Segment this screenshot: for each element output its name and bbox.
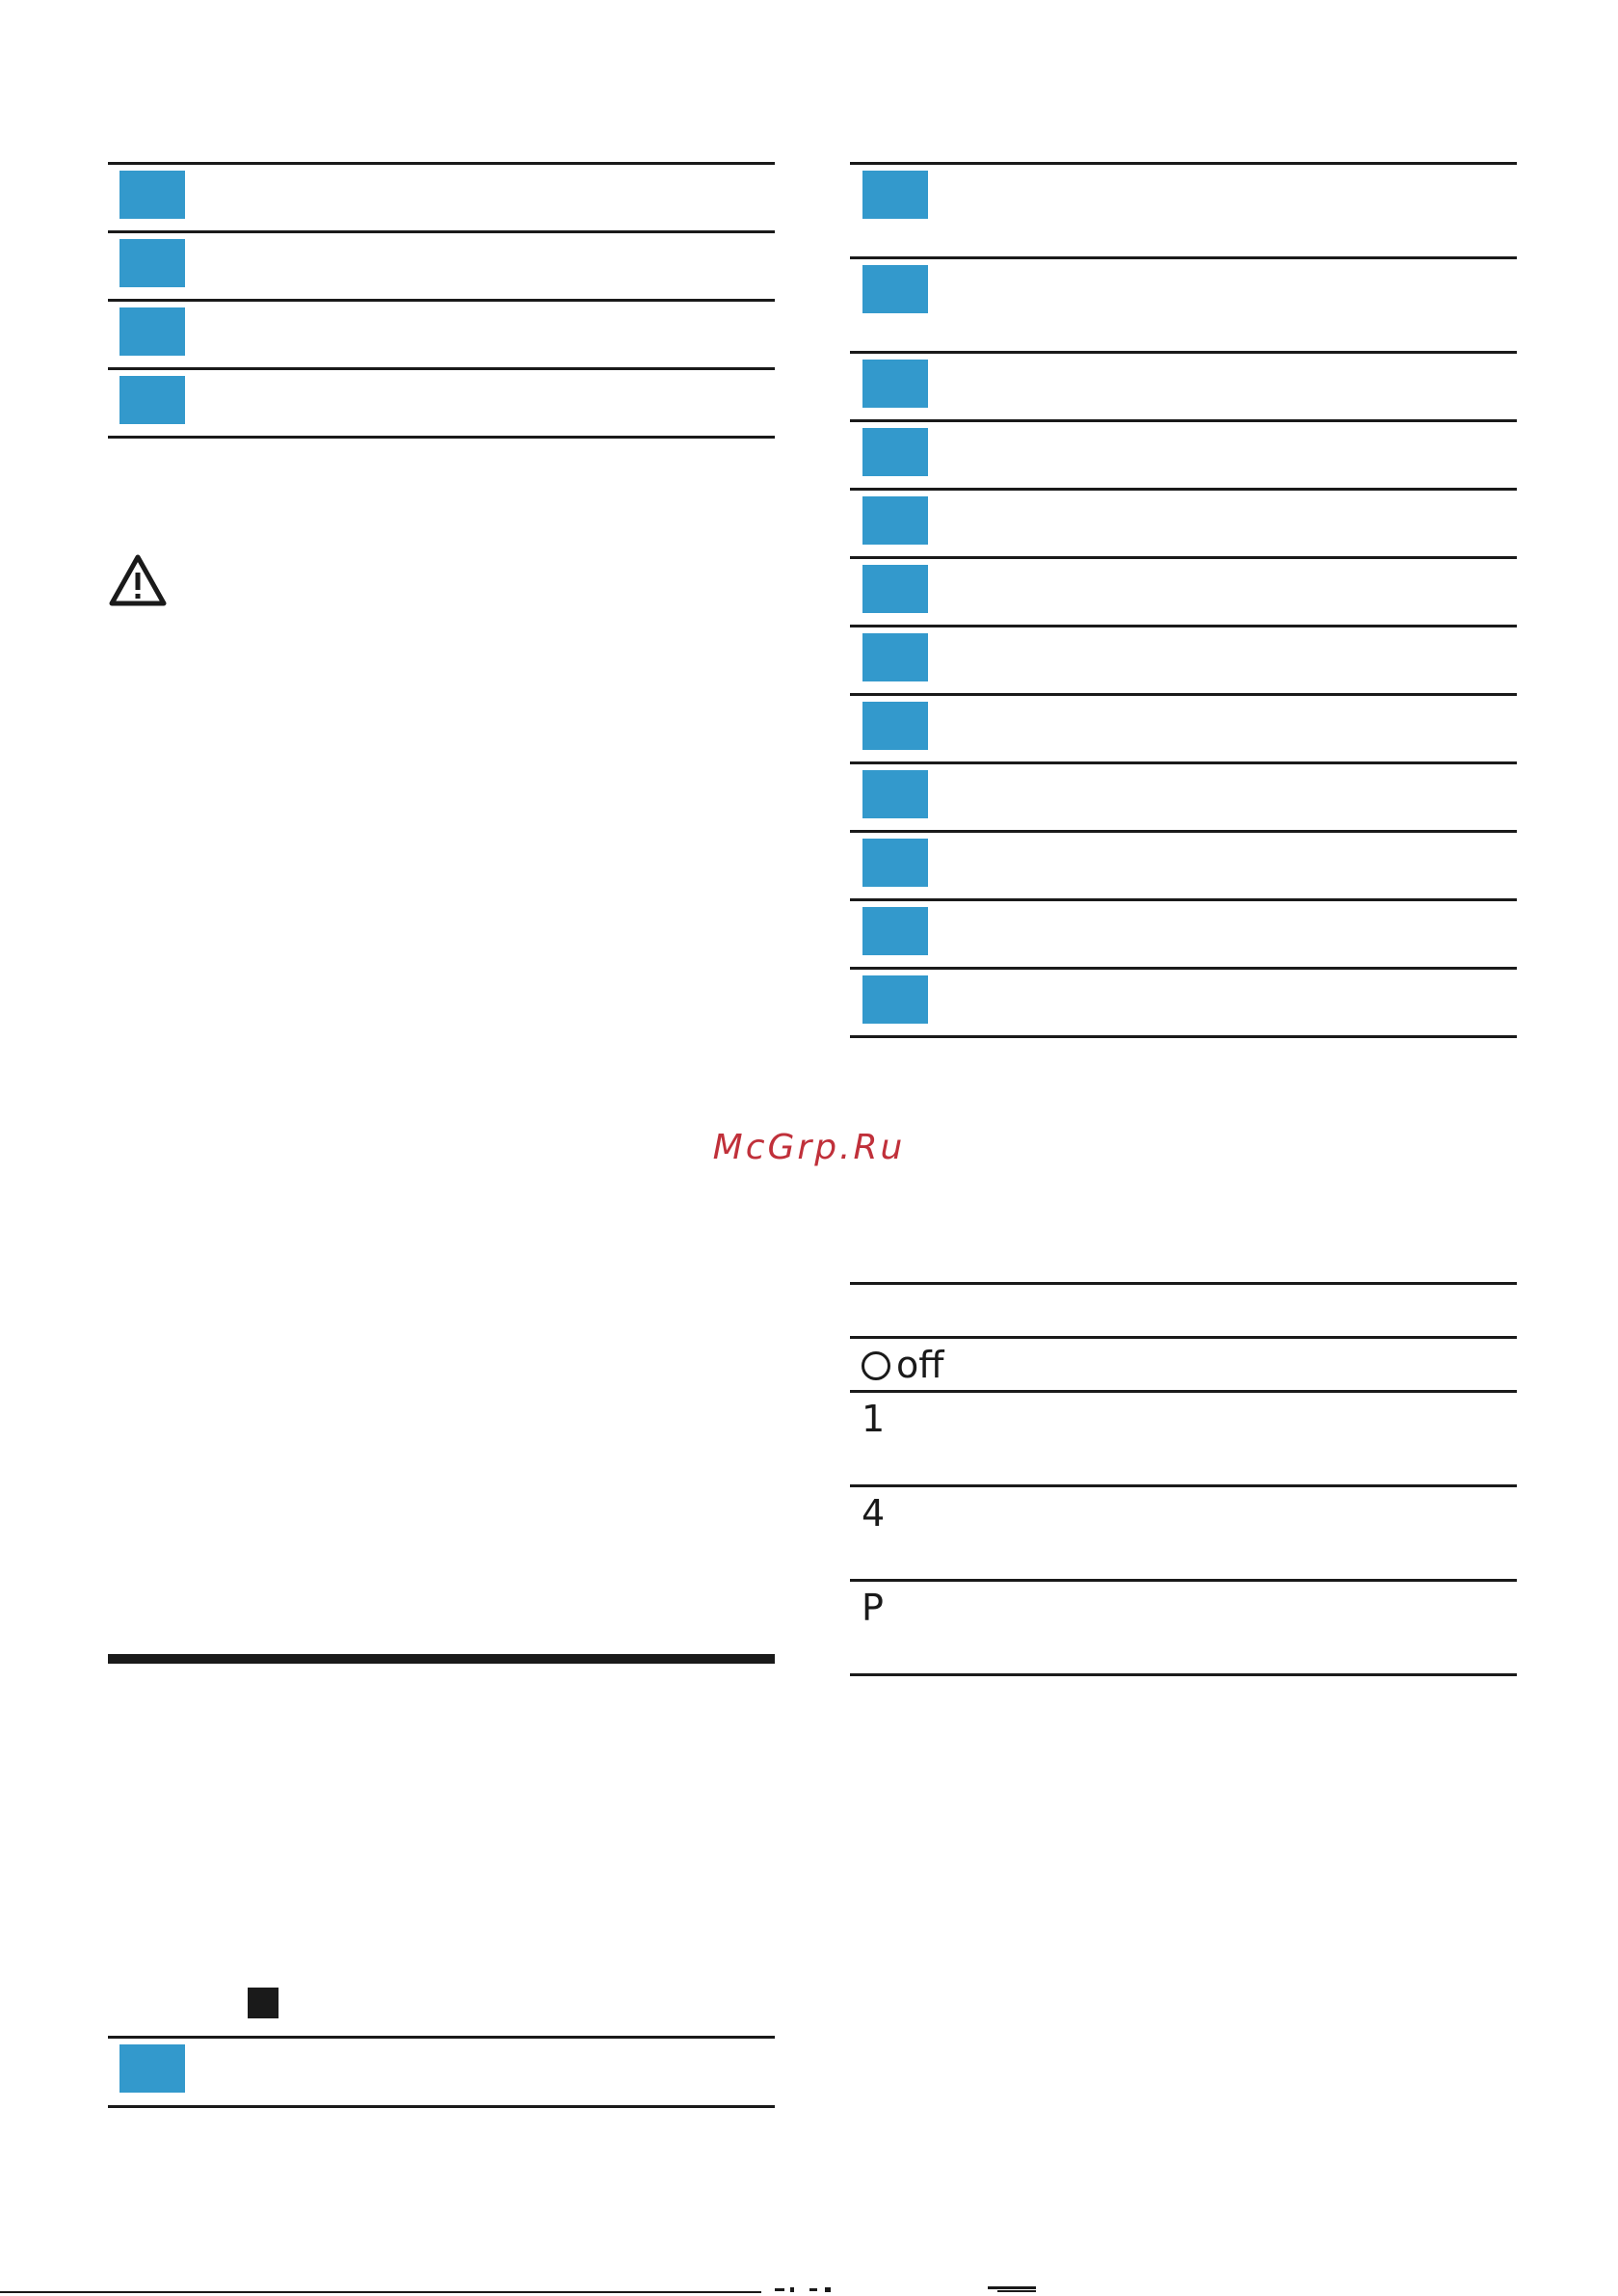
table-rule xyxy=(850,1673,1517,1676)
row-color-tile xyxy=(119,376,185,424)
row-color-tile xyxy=(119,307,185,356)
table-rule xyxy=(850,419,1517,422)
row-color-tile xyxy=(862,633,928,681)
table-rule xyxy=(108,367,775,370)
table-rule xyxy=(850,693,1517,696)
square-icon xyxy=(248,1988,279,2018)
watermark-text: McGrp.Ru xyxy=(712,1128,906,1167)
table-rule xyxy=(850,1035,1517,1038)
row-color-tile xyxy=(862,428,928,476)
table-rule xyxy=(850,351,1517,354)
table-rule xyxy=(850,1390,1517,1393)
row-color-tile xyxy=(862,265,928,313)
table-rule xyxy=(108,2036,775,2039)
row-color-tile xyxy=(119,171,185,219)
row-color-tile xyxy=(862,496,928,545)
table-rule xyxy=(850,256,1517,259)
table-rule xyxy=(850,625,1517,627)
table-rule xyxy=(850,761,1517,764)
table-rule xyxy=(850,488,1517,491)
table-rule xyxy=(850,1282,1517,1285)
setting-label: off xyxy=(896,1344,944,1386)
setting-row-off xyxy=(862,1344,943,1386)
table-rule xyxy=(850,1336,1517,1339)
table-rule xyxy=(108,299,775,302)
row-color-tile xyxy=(862,360,928,408)
table-rule xyxy=(108,162,775,165)
row-color-tile xyxy=(119,2044,185,2093)
table-rule xyxy=(850,830,1517,833)
row-color-tile xyxy=(862,171,928,219)
setting-row-1: 1 xyxy=(862,1398,886,1440)
table-rule xyxy=(108,436,775,439)
footer-rule xyxy=(0,2291,761,2293)
row-color-tile xyxy=(119,239,185,287)
warning-triangle-icon xyxy=(108,553,168,607)
setting-row-4: 4 xyxy=(862,1492,886,1535)
table-rule xyxy=(850,898,1517,901)
row-color-tile xyxy=(862,702,928,750)
table-rule xyxy=(108,230,775,233)
footer-marks xyxy=(771,2286,1060,2294)
section-heading-bar xyxy=(108,1654,775,1664)
row-color-tile xyxy=(862,770,928,818)
setting-row-p: P xyxy=(862,1587,884,1629)
table-rule xyxy=(850,162,1517,165)
row-color-tile xyxy=(862,907,928,955)
table-rule xyxy=(850,967,1517,970)
row-color-tile xyxy=(862,565,928,613)
table-rule xyxy=(850,1484,1517,1487)
table-rule xyxy=(108,2105,775,2108)
table-rule xyxy=(850,556,1517,559)
row-color-tile xyxy=(862,975,928,1024)
row-color-tile xyxy=(862,839,928,887)
circle-icon xyxy=(862,1351,890,1380)
table-rule xyxy=(850,1579,1517,1582)
